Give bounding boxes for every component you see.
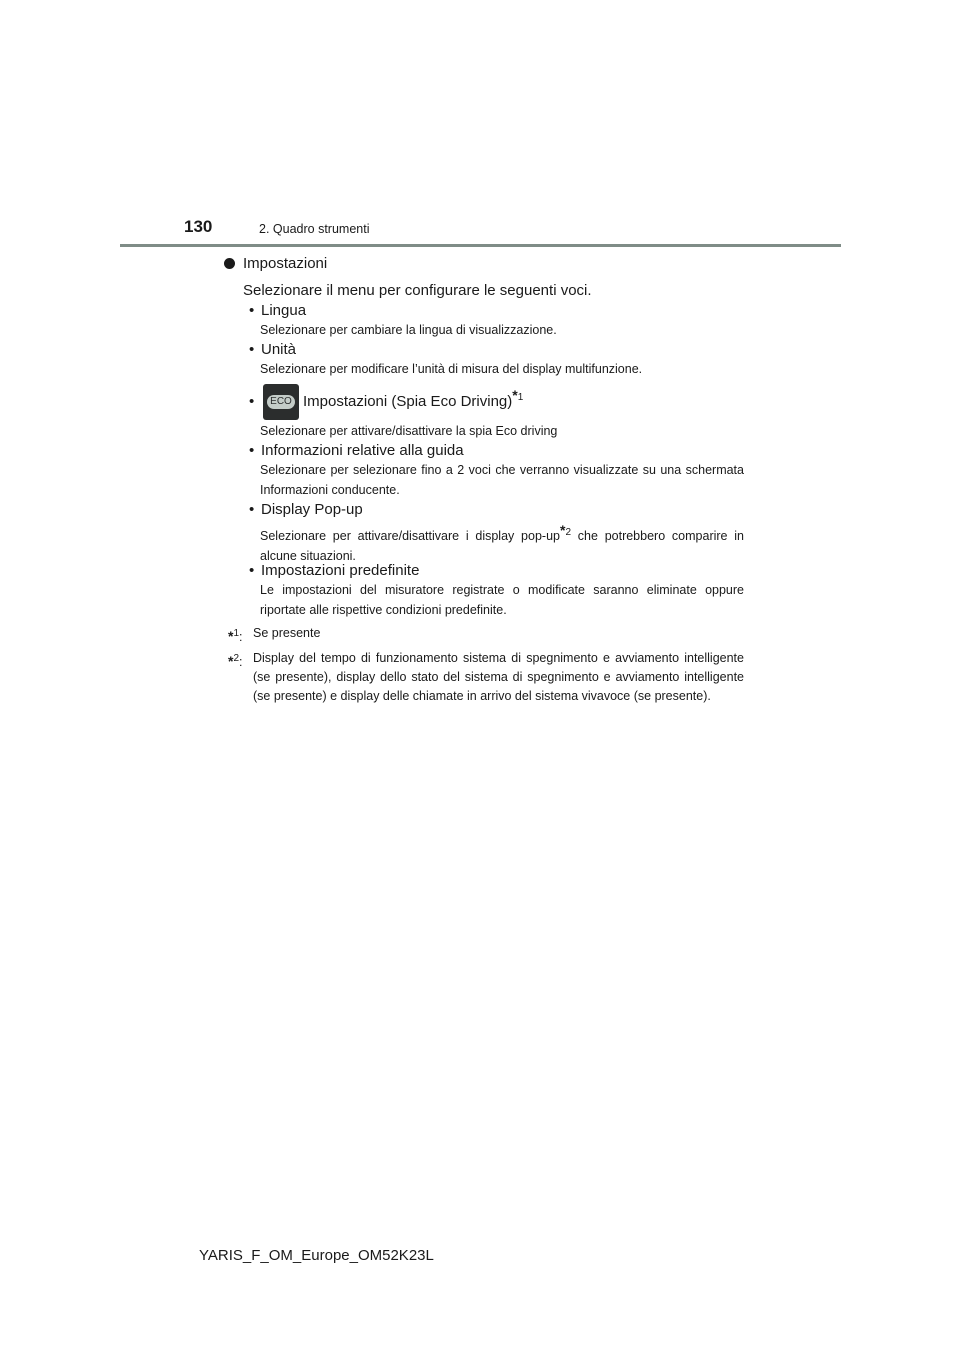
bullet-icon: • xyxy=(249,302,255,319)
heading-text: Impostazioni xyxy=(243,255,328,272)
item-title-predefinite xyxy=(249,562,419,579)
item-desc-popup xyxy=(260,520,744,566)
item-title-text: Informazioni relative alla guida xyxy=(261,442,464,459)
item-desc-unita: Selezionare per modificare l’unità di misura del display multifunzione. xyxy=(260,362,643,376)
item-title-lingua xyxy=(249,302,306,319)
item-title-text: Unità xyxy=(261,341,297,358)
eco-icon-label: ECO xyxy=(267,395,295,409)
header-divider xyxy=(120,244,841,247)
item-desc-informazioni: Selezionare per selezionare fino a 2 voci che verranno visualizzate su una schermata Informazioni conducente. xyxy=(260,463,744,497)
desc-text: che potrebbero comparire in alcune situazioni. xyxy=(260,529,744,564)
bullet-icon: • xyxy=(249,562,255,579)
section-heading xyxy=(224,255,327,272)
footnote-text: Display del tempo di funzionamento sistema di spegnimento e avviamento intelligente (se presente), display dello stato del sistema di spegnimento e avviamento intelligente (se presente) e display delle chiamate in arrivo del sistema vivavoce (se presente). xyxy=(253,651,744,703)
bullet-icon: • xyxy=(249,501,255,518)
item-title-informazioni xyxy=(249,442,464,459)
item-title-popup xyxy=(249,501,363,518)
item-desc-eco: Selezionare per attivare/disattivare la spia Eco driving xyxy=(260,424,558,438)
footnote-mark: *$^1$: xyxy=(228,628,243,645)
item-title-unita xyxy=(249,341,296,358)
item-title-text: Impostazioni (Spia Eco Driving) xyxy=(303,392,513,410)
footnote-ref: *2 xyxy=(559,522,571,538)
footnote-mark: *$^2$: xyxy=(228,653,243,670)
intro-text: Selezionare il menu per configurare le seguenti voci. xyxy=(243,282,592,299)
item-title-text: Impostazioni predefinite xyxy=(261,562,420,579)
desc-text: Selezionare per attivare/disattivare i display pop-up xyxy=(260,529,560,544)
page-number: 130 xyxy=(184,217,213,236)
footnote-2 xyxy=(228,649,744,706)
footnote-1 xyxy=(228,624,744,647)
eco-icon xyxy=(263,384,299,420)
bullet-icon: • xyxy=(249,392,255,410)
item-desc-predefinite: Le impostazioni del misuratore registrate o modificate saranno eliminate oppure riportate alle rispettive condizioni predefinite. xyxy=(260,583,744,617)
footnote-ref: *1 xyxy=(512,386,524,403)
section-title: 2. Quadro strumenti xyxy=(259,222,370,236)
item-desc-lingua: Selezionare per cambiare la lingua di visualizzazione. xyxy=(260,323,557,337)
item-title-text: Lingua xyxy=(261,302,307,319)
bullet-icon: • xyxy=(249,341,255,358)
document-id: YARIS_F_OM_Europe_OM52K23L xyxy=(199,1247,434,1264)
bullet-icon: • xyxy=(249,442,255,459)
item-title-eco xyxy=(249,384,523,420)
item-title-text: Display Pop-up xyxy=(261,501,363,518)
bullet-dot-icon xyxy=(224,258,235,269)
footnote-text: Se presente xyxy=(253,626,321,640)
